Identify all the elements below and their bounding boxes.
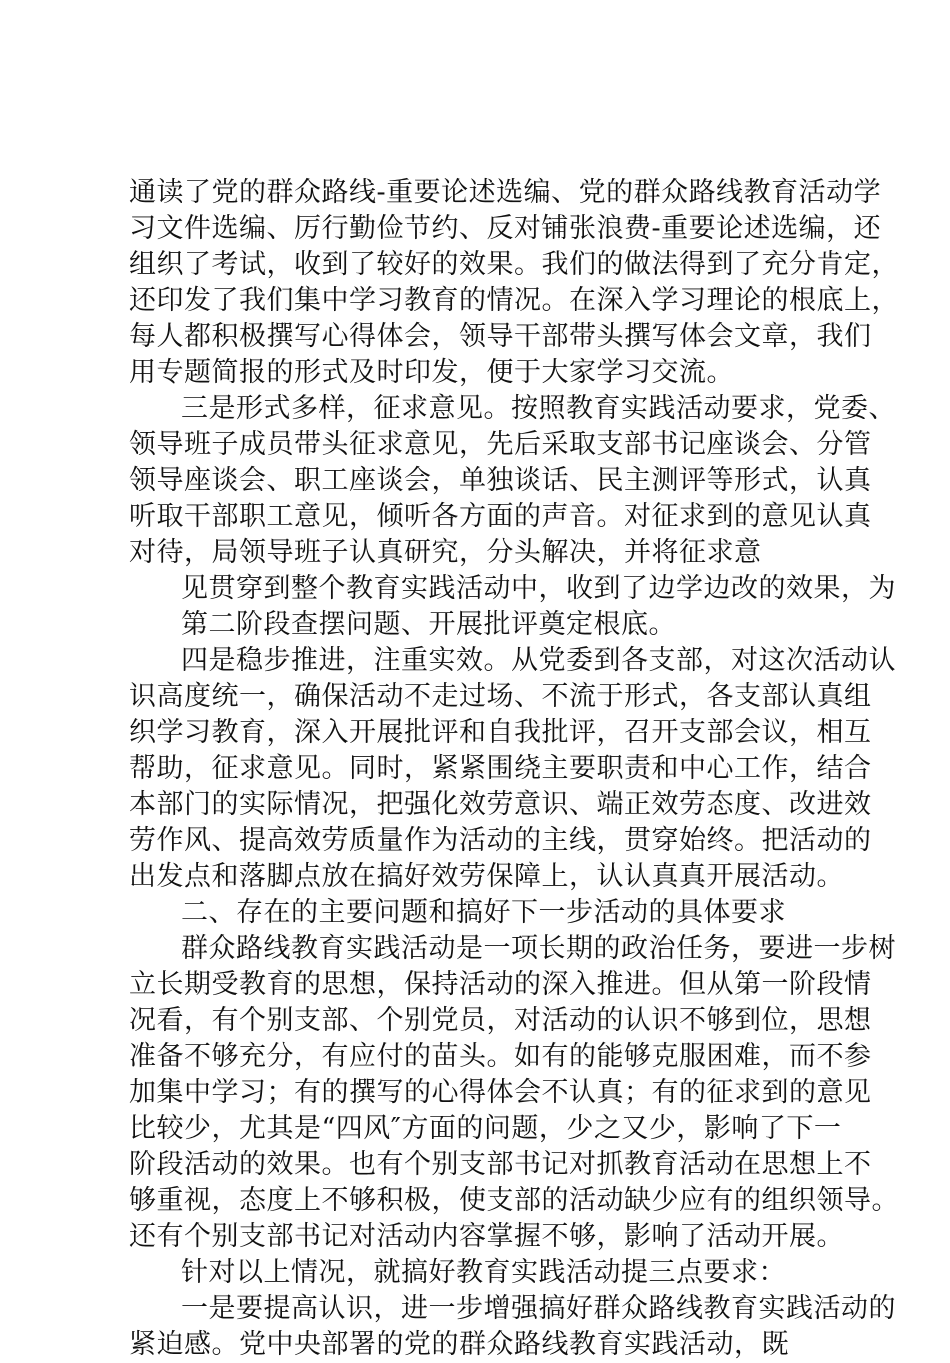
text-line: 况看，有个别支部、个别党员，对活动的认识不够到位，思想 <box>129 1005 872 1036</box>
text-line: 帮助，征求意见。同时，紧紧围绕主要职责和中心工作，结合 <box>129 753 872 784</box>
text-line: 出发点和落脚点放在搞好效劳保障上，认认真真开展活动。 <box>129 861 844 892</box>
text-line: 准备不够充分，有应付的苗头。如有的能够克服困难，而不参 <box>129 1041 872 1072</box>
text-line: 劳作风、提高效劳质量作为活动的主线，贯穿始终。把活动的 <box>129 825 872 856</box>
text-line: 通读了党的群众路线-重要论述选编、党的群众路线教育活动学 <box>129 177 882 208</box>
text-line: 比较少，尤其是“四风″方面的问题，少之又少，影响了下一 <box>129 1113 842 1144</box>
text-line: 对待，局领导班子认真研究，分头解决，并将征求意 <box>129 537 762 568</box>
text-line: 见贯穿到整个教育实践活动中，收到了边学边改的效果，为 <box>181 573 896 604</box>
text-line: 组织了考试，收到了较好的效果。我们的做法得到了充分肯定， <box>129 249 899 280</box>
text-line: 本部门的实际情况，把强化效劳意识、端正效劳态度、改进效 <box>129 789 872 820</box>
text-line: 二、存在的主要问题和搞好下一步活动的具体要求 <box>181 897 786 928</box>
text-line: 立长期受教育的思想，保持活动的深入推进。但从第一阶段情 <box>129 969 872 1000</box>
text-line: 加集中学习；有的撰写的心得体会不认真；有的征求到的意见 <box>129 1077 872 1108</box>
text-line: 阶段活动的效果。也有个别支部书记对抓教育活动在思想上不 <box>129 1149 872 1180</box>
text-line: 领导座谈会、职工座谈会，单独谈话、民主测评等形式，认真 <box>129 465 872 496</box>
text-line: 识高度统一，确保活动不走过场、不流于形式，各支部认真组 <box>129 681 872 712</box>
text-line: 习文件选编、厉行勤俭节约、反对铺张浪费-重要论述选编，还 <box>129 213 882 244</box>
text-line: 第二阶段查摆问题、开展批评奠定根底。 <box>181 609 676 640</box>
text-line: 还有个别支部书记对活动内容掌握不够，影响了活动开展。 <box>129 1221 844 1252</box>
text-line: 群众路线教育实践活动是一项长期的政治任务，要进一步树 <box>181 933 896 964</box>
text-line: 一是要提高认识，进一步增强搞好群众路线教育实践活动的 <box>181 1293 896 1324</box>
text-line: 织学习教育，深入开展批评和自我批评，召开支部会议，相互 <box>129 717 872 748</box>
text-line: 还印发了我们集中学习教育的情况。在深入学习理论的根底上， <box>129 285 899 316</box>
text-line: 听取干部职工意见，倾听各方面的声音。对征求到的意见认真 <box>129 501 872 532</box>
text-line: 针对以上情况，就搞好教育实践活动提三点要求： <box>181 1257 786 1288</box>
text-line: 四是稳步推进，注重实效。从党委到各支部，对这次活动认 <box>181 645 896 676</box>
text-line: 三是形式多样，征求意见。按照教育实践活动要求，党委、 <box>181 393 896 424</box>
document-body <box>129 175 899 1363</box>
text-line: 够重视，态度上不够积极，使支部的活动缺少应有的组织领导。 <box>129 1185 899 1216</box>
text-line: 用专题简报的形式及时印发，便于大家学习交流。 <box>129 357 734 388</box>
text-line: 紧迫感。党中央部署的党的群众路线教育实践活动，既 <box>129 1329 789 1360</box>
text-line: 领导班子成员带头征求意见，先后采取支部书记座谈会、分管 <box>129 429 872 460</box>
text-line: 每人都积极撰写心得体会，领导干部带头撰写体会文章，我们 <box>129 321 872 352</box>
